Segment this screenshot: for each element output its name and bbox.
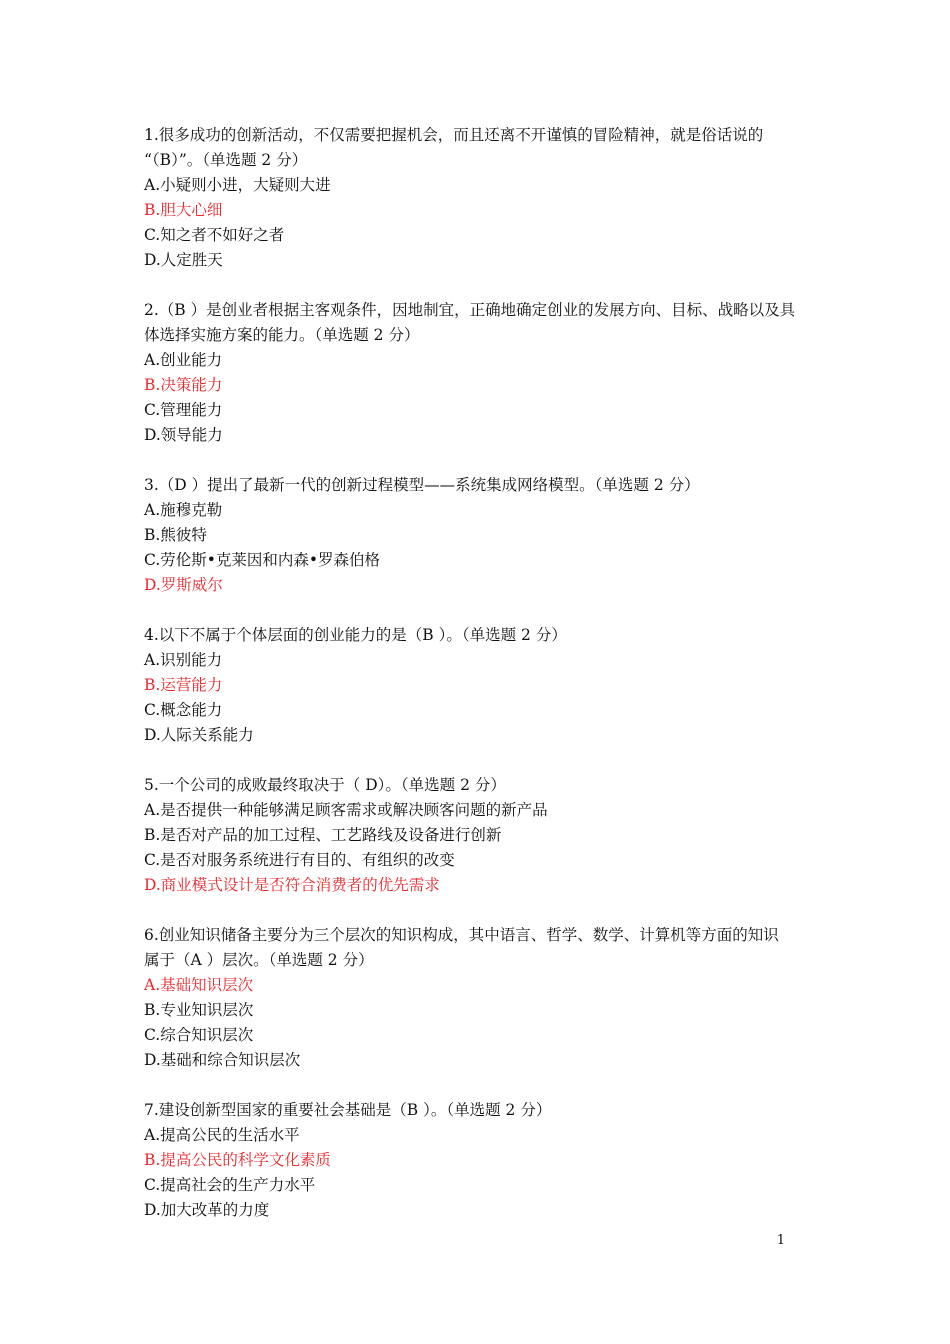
option-d: D.人定胜天 bbox=[144, 251, 223, 269]
question-4 bbox=[144, 623, 812, 748]
option-a: A.识别能力 bbox=[144, 651, 223, 669]
option-c: C.管理能力 bbox=[144, 401, 223, 419]
question-stem-line: 2.（B ）是创业者根据主客观条件，因地制宜，正确地确定创业的发展方向、目标、战略以及具 bbox=[144, 301, 796, 319]
question-stem-line: 1.很多成功的创新活动，不仅需要把握机会，而且还离不开谨慎的冒险精神，就是俗话说的 bbox=[144, 126, 764, 144]
option-b: B.熊彼特 bbox=[144, 526, 207, 544]
option-d: D.基础和综合知识层次 bbox=[144, 1051, 301, 1069]
option-c: C.劳伦斯•克莱因和内森•罗森伯格 bbox=[144, 551, 381, 569]
option-d-correct-answer: D.罗斯威尔 bbox=[144, 576, 223, 594]
option-c: C.知之者不如好之者 bbox=[144, 226, 285, 244]
question-stem-line: “（B）”。（单选题 2 分） bbox=[144, 151, 308, 169]
option-b: B.专业知识层次 bbox=[144, 1001, 254, 1019]
option-a: A.是否提供一种能够满足顾客需求或解决顾客问题的新产品 bbox=[144, 801, 548, 819]
option-b-correct-answer: B.运营能力 bbox=[144, 676, 223, 694]
question-stem-line: 3.（D ）提出了最新一代的创新过程模型——系统集成网络模型。（单选题 2 分） bbox=[144, 476, 700, 494]
question-list bbox=[144, 123, 812, 1248]
question-7 bbox=[144, 1098, 812, 1223]
question-stem-line: 属于（A ）层次。（单选题 2 分） bbox=[144, 951, 374, 969]
option-c: C.综合知识层次 bbox=[144, 1026, 254, 1044]
option-c: C.概念能力 bbox=[144, 701, 223, 719]
question-6 bbox=[144, 923, 812, 1073]
option-d: D.加大改革的力度 bbox=[144, 1201, 270, 1219]
question-stem-line: 5.一个公司的成败最终取决于（ D）。（单选题 2 分） bbox=[144, 776, 506, 794]
option-a-correct-answer: A.基础知识层次 bbox=[144, 976, 254, 994]
option-b-correct-answer: B.提高公民的科学文化素质 bbox=[144, 1151, 331, 1169]
option-b-correct-answer: B.胆大心细 bbox=[144, 201, 223, 219]
option-d: D.领导能力 bbox=[144, 426, 223, 444]
question-stem-line: 7.建设创新型国家的重要社会基础是（B ）。（单选题 2 分） bbox=[144, 1101, 552, 1119]
option-c: C.是否对服务系统进行有目的、有组织的改变 bbox=[144, 851, 455, 869]
option-a: A.创业能力 bbox=[144, 351, 223, 369]
option-a: A.提高公民的生活水平 bbox=[144, 1126, 300, 1144]
option-d-correct-answer: D.商业模式设计是否符合消费者的优先需求 bbox=[144, 876, 440, 894]
question-5 bbox=[144, 773, 812, 898]
option-a: A.小疑则小进，大疑则大进 bbox=[144, 176, 331, 194]
question-2 bbox=[144, 298, 812, 448]
question-3 bbox=[144, 473, 812, 598]
page-number: 1 bbox=[776, 1233, 785, 1248]
option-b: B.是否对产品的加工过程、工艺路线及设备进行创新 bbox=[144, 826, 502, 844]
question-stem-line: 6.创业知识储备主要分为三个层次的知识构成，其中语言、哲学、数学、计算机等方面的知识 bbox=[144, 926, 779, 944]
question-1 bbox=[144, 123, 812, 273]
option-a: A.施穆克勒 bbox=[144, 501, 223, 519]
option-c: C.提高社会的生产力水平 bbox=[144, 1176, 316, 1194]
question-stem-line: 4.以下不属于个体层面的创业能力的是（B ）。（单选题 2 分） bbox=[144, 626, 567, 644]
option-b-correct-answer: B.决策能力 bbox=[144, 376, 223, 394]
option-d: D.人际关系能力 bbox=[144, 726, 254, 744]
question-stem-line: 体选择实施方案的能力。（单选题 2 分） bbox=[144, 326, 420, 344]
